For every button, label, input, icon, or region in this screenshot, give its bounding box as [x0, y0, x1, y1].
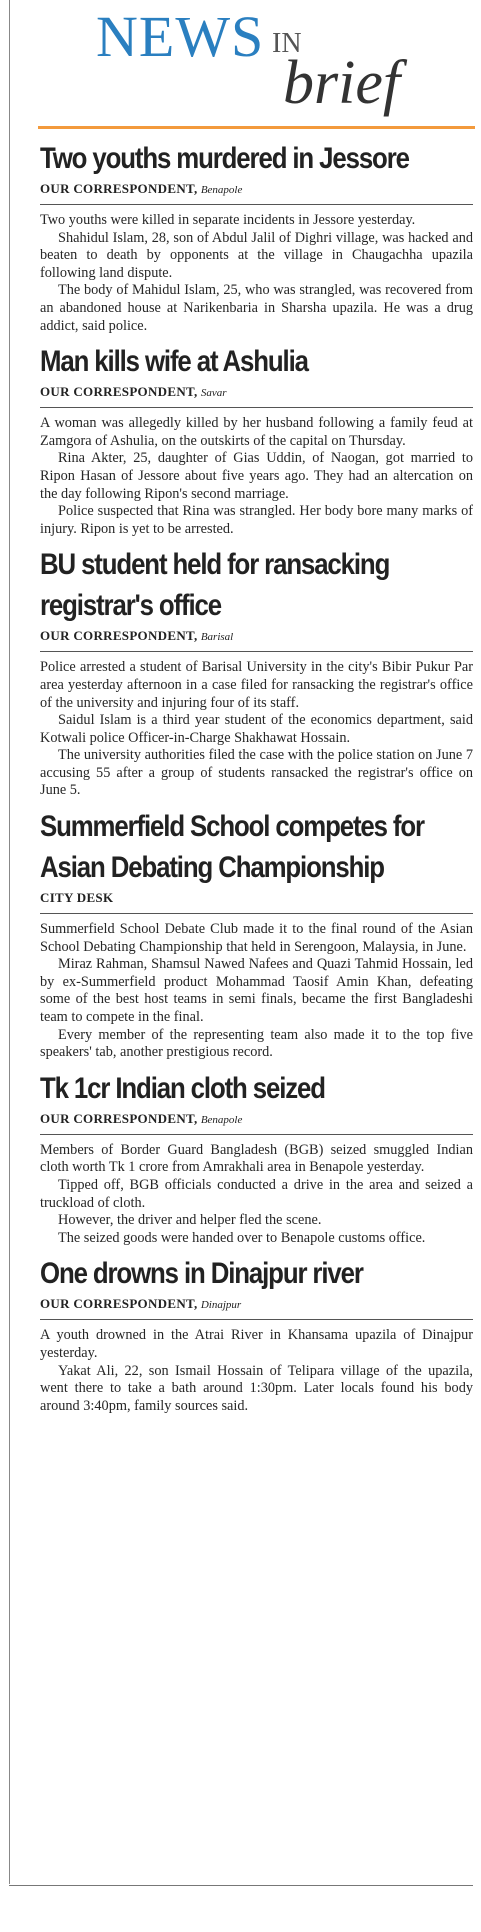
story-body — [40, 921, 473, 1062]
story-headline: Summerfield School competes for Asian Debating Championship — [40, 810, 424, 885]
story-dinajpur-drowning — [40, 1253, 473, 1415]
byline-author: OUR CORRESPONDENT, — [40, 181, 198, 196]
news-in-brief-masthead — [38, 0, 475, 132]
story-ashulia — [40, 341, 473, 538]
story-byline — [40, 889, 473, 914]
byline-location: Barisal — [200, 631, 234, 644]
story-headline: Tk 1cr Indian cloth seized — [40, 1071, 325, 1105]
story-byline — [40, 1295, 473, 1320]
story-headline: One drowns in Dinajpur river — [40, 1257, 363, 1291]
story-paragraph: Police arrested a student of Barisal University in the city's Bibir Pukur Par area yesterday afternoon in a case filed for ransacking the registrar's office of the university and injuring four of its staff. — [40, 659, 473, 711]
story-bu-student — [40, 544, 473, 800]
story-paragraph: Two youths were killed in separate incidents in Jessore yesterday. — [40, 212, 416, 228]
story-body — [40, 212, 473, 335]
byline-author: OUR CORRESPONDENT, — [40, 1296, 198, 1312]
story-body — [40, 1142, 473, 1248]
byline-author: OUR CORRESPONDENT, — [40, 1110, 198, 1126]
masthead-in: IN — [272, 28, 302, 59]
story-byline — [40, 627, 473, 652]
stories-column — [40, 138, 473, 1421]
story-paragraph: A youth drowned in the Atrai River in Khansama upazila of Dinajpur yesterday. — [40, 1327, 473, 1361]
story-paragraph: Members of Border Guard Bangladesh (BGB) seized smuggled Indian cloth worth Tk 1 crore from Amrakhali area in Benapole yesterday. — [40, 1141, 473, 1176]
story-body — [40, 1327, 473, 1415]
story-paragraph: Summerfield School Debate Club made it to the final round of the Asian School Debating Championship that held in Serengoon, Malaysia, in June. — [40, 921, 473, 955]
story-byline — [40, 180, 473, 205]
story-paragraph: A woman was allegedly killed by her husband following a family feud at Zamgora of Ashulia, on the outskirts of the capital on Thursday. — [40, 415, 473, 449]
byline-author: CITY DESK — [40, 890, 114, 906]
story-paragraph: Tipped off, BGB officials conducted a drive in the area and seized a truckload of cloth. — [40, 1177, 473, 1211]
byline-location: Benapole — [200, 1113, 243, 1126]
story-jessore-murders — [40, 138, 473, 335]
masthead-orange-rule — [38, 126, 475, 129]
story-byline — [40, 1110, 473, 1135]
story-cloth-seized — [40, 1068, 473, 1248]
bottom-rule — [9, 1885, 473, 1886]
story-body — [40, 659, 473, 800]
story-paragraph: Miraz Rahman, Shamsul Nawed Nafees and Quazi Tahmid Hossain, led by ex-Summerfield product Mohammad Taosif Amin Khan, defeating some of the best host teams in semi finals, became the first Bangladeshi team to compete in the final. — [40, 956, 473, 1026]
story-headline: BU student held for ransacking registrar's office — [40, 548, 390, 623]
byline-author: OUR CORRESPONDENT, — [40, 628, 198, 644]
story-paragraph: Yakat Ali, 22, son Ismail Hossain of Telipara village of the upazila, went there to take a bath around 1:30pm. Later locals found his body around 3:40pm, family sources said. — [40, 1362, 473, 1414]
story-paragraph: Police suspected that Rina was strangled. Her body bore many marks of injury. Ripon is yet to be arrested. — [40, 503, 473, 537]
byline-location: Dinajpur — [200, 1299, 242, 1312]
story-paragraph: Every member of the representing team also made it to the top five speakers' tab, another prestigious record. — [40, 1026, 473, 1061]
story-paragraph: The seized goods were handed over to Benapole customs office. — [58, 1229, 426, 1246]
story-headline: Man kills wife at Ashulia — [40, 345, 308, 379]
story-byline — [40, 383, 473, 408]
byline-author: OUR CORRESPONDENT, — [40, 384, 198, 400]
story-paragraph: However, the driver and helper fled the scene. — [58, 1212, 322, 1229]
masthead-news: NEWS — [96, 4, 265, 69]
story-paragraph: The university authorities filed the case with the police station on June 7 accusing 55 after a group of students ransacked the registrar's office on June 5. — [40, 747, 473, 799]
left-column-rule — [9, 0, 10, 1884]
byline-location: Savar — [200, 387, 227, 400]
byline-location: Benapole — [200, 184, 243, 196]
story-summerfield — [40, 806, 473, 1062]
story-body — [40, 415, 473, 538]
story-paragraph: Rina Akter, 25, daughter of Gias Uddin, of Naogan, got married to Ripon Hasan of Jessore about five years ago. They had an altercation on the day following Ripon's second marriage. — [40, 450, 473, 502]
story-paragraph: Saidul Islam is a third year student of the economics department, said Kotwali police Officer-in-Charge Shakhawat Hossain. — [40, 712, 473, 746]
story-headline: Two youths murdered in Jessore — [40, 142, 409, 175]
masthead-brief: brief — [283, 49, 401, 117]
story-paragraph: The body of Mahidul Islam, 25, who was strangled, was recovered from an abandoned house at Narikenbaria in Sharsha upazila. He was a drug addict, said police. — [40, 282, 473, 334]
story-paragraph: Shahidul Islam, 28, son of Abdul Jalil of Dighri village, was hacked and beaten to death by opponents at the village in Chaugachha upazila following land dispute. — [40, 229, 473, 281]
